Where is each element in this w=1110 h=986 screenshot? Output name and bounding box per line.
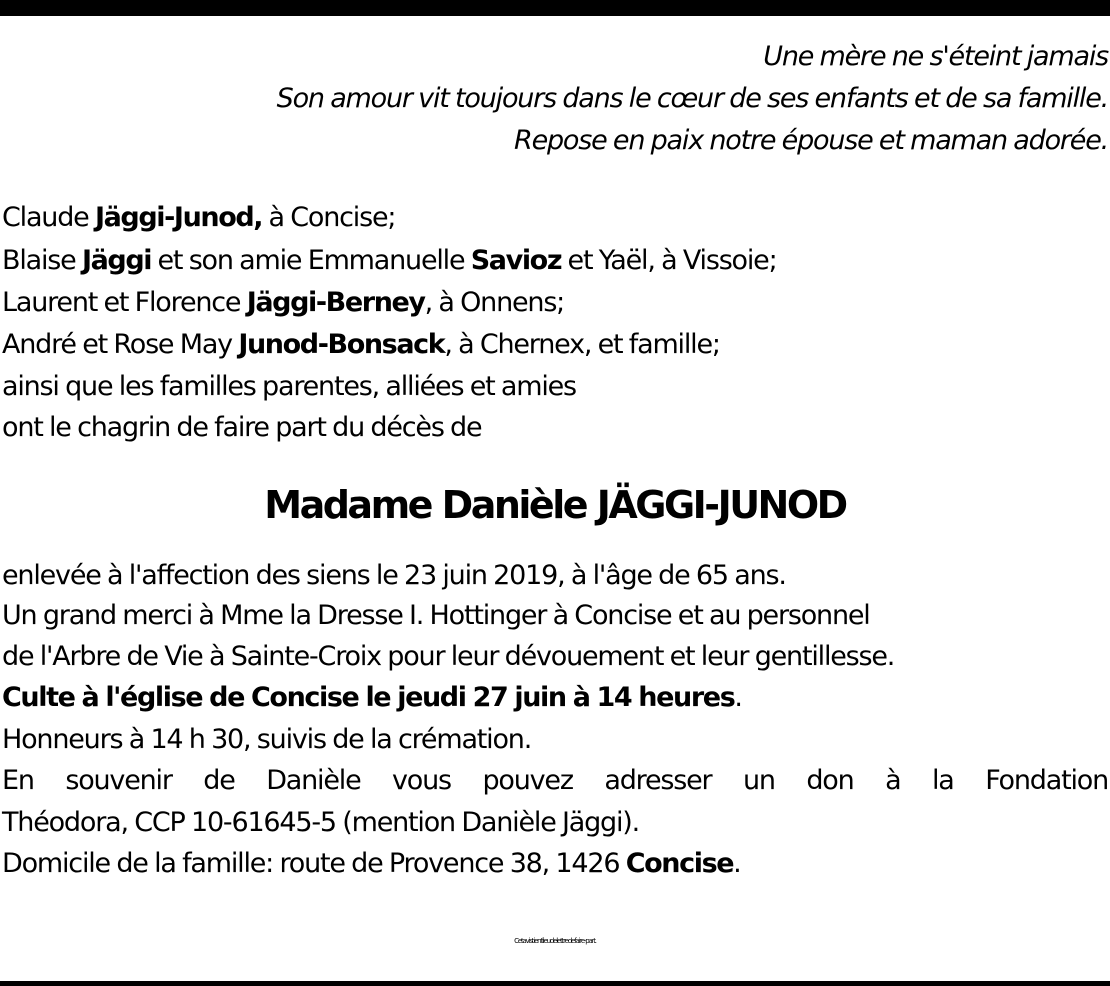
family-line-1-pre: Claude — [2, 202, 95, 233]
family-line-2 — [2, 244, 777, 278]
service-end: . — [734, 682, 742, 713]
family-line-6: ont le chagrin de faire part du décès de — [2, 412, 482, 443]
family-line-4-pre: André et Rose May — [2, 329, 239, 360]
service-text: Culte à l'église de Concise le jeudi 27 juin à 14 heures — [2, 682, 735, 713]
family-line-1 — [2, 201, 395, 235]
address-end: . — [733, 848, 741, 879]
details-line-1: enlevée à l'affection des siens le 23 juin 2019, à l'âge de 65 ans. — [2, 560, 786, 591]
family-line-2-post: et Yaël, à Vissoie; — [561, 245, 777, 276]
family-line-2-mid: et son amie Emmanuelle — [151, 245, 471, 276]
bottom-rule — [0, 981, 1110, 986]
family-line-4 — [2, 328, 720, 362]
quote-line-1: Une mère ne s'éteint jamais — [763, 41, 1108, 72]
details-line-5: Honneurs à 14 h 30, suivis de la crémation. — [2, 724, 532, 755]
family-name-savioz: Savioz — [470, 245, 562, 276]
family-line-4-post: , à Chernex, et famille; — [444, 329, 720, 360]
family-name-andre: Junod-Bonsack — [238, 329, 445, 360]
family-line-5: ainsi que les familles parentes, alliées et amies — [2, 371, 576, 402]
details-line-2: Un grand merci à Mme la Dresse I. Hottinger à Concise et au personnel — [2, 600, 870, 631]
family-line-3-post: , à Onnens; — [424, 287, 565, 318]
family-name-laurent: Jäggi-Berney — [246, 287, 425, 318]
family-line-3-pre: Laurent et Florence — [2, 287, 247, 318]
family-line-2-pre: Blaise — [2, 245, 82, 276]
deceased-name: Madame Danièle JÄGGI-JUNOD — [264, 483, 846, 527]
details-line-3: de l'Arbre de Vie à Sainte-Croix pour leur dévouement et leur gentillesse. — [2, 641, 895, 672]
service-line — [2, 681, 742, 715]
family-name-claude: Jäggi-Junod, — [94, 202, 263, 233]
top-rule — [0, 0, 1110, 16]
family-line-1-post: à Concise; — [262, 202, 396, 233]
details-line-7: Théodora, CCP 10-61645-5 (mention Danièle Jäggi). — [2, 807, 639, 838]
address-pre: Domicile de la famille: route de Provence 38, 1426 — [2, 848, 626, 879]
address-town: Concise — [625, 848, 734, 879]
family-line-3 — [2, 286, 564, 320]
quote-line-2: Son amour vit toujours dans le cœur de ses enfants et de sa famille. — [276, 83, 1108, 114]
footer-note: Cet avis tient lieu de lettre de faire-part. — [514, 937, 596, 945]
details-line-6: En souvenir de Danièle vous pouvez adresser un don à la Fondation — [2, 765, 1108, 796]
family-name-blaise: Jäggi — [81, 245, 152, 276]
address-line — [2, 847, 741, 881]
quote-line-3: Repose en paix notre épouse et maman adorée. — [514, 125, 1108, 156]
